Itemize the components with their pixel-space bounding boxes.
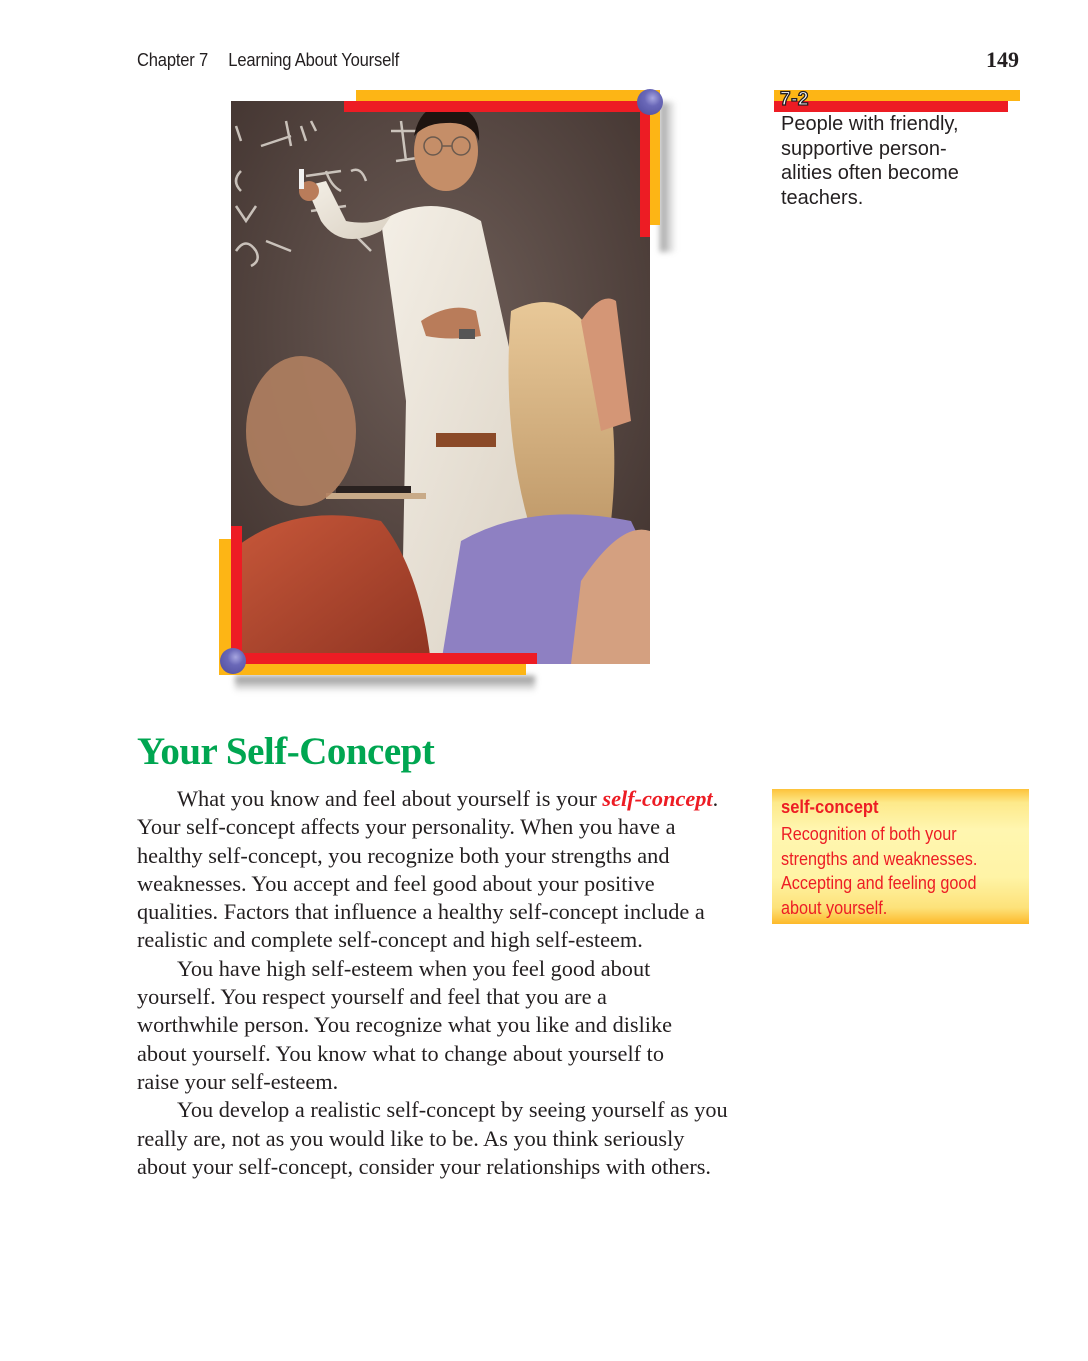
frame-shadow	[660, 102, 676, 252]
teacher-photo	[231, 101, 650, 664]
figure-label-bar-red	[774, 101, 1008, 112]
paragraph	[137, 955, 757, 1096]
glossary-definition	[781, 822, 1024, 920]
frame-bar-yellow-bottom	[219, 664, 526, 675]
section-title: Your Self-Concept	[137, 730, 435, 773]
definition-line: Recognition of both your	[781, 824, 957, 844]
text-line: qualities. Factors that influence a healthy self-concept include a	[137, 899, 705, 925]
frame-ball-icon	[220, 648, 246, 674]
definition-line: Accepting and feeling good	[781, 873, 977, 894]
text-line: raise your self-esteem.	[137, 1068, 339, 1094]
frame-shadow	[235, 676, 535, 692]
text-line: about your self-concept, consider your relationships with others.	[137, 1153, 712, 1179]
text-run: .	[712, 786, 719, 811]
caption-line: teachers.	[781, 186, 864, 209]
page-number: 149	[986, 47, 1019, 72]
caption-line: supportive person-	[781, 137, 947, 160]
text-line: You have high self-esteem when you feel good about	[177, 955, 651, 981]
definition-line: about yourself.	[781, 897, 888, 918]
text-line: You develop a realistic self-concept by seeing yourself as you	[177, 1097, 728, 1123]
figure-caption	[781, 112, 1021, 210]
text-line: healthy self-concept, you recognize both your strengths and	[137, 842, 670, 868]
paragraph	[137, 1096, 757, 1181]
frame-ball-icon	[637, 89, 663, 115]
body-text	[137, 785, 757, 1181]
paragraph	[137, 785, 757, 955]
text-line: weaknesses. You accept and feel good about your positive	[137, 870, 655, 896]
text-line: about yourself. You know what to change about yourself to	[137, 1040, 664, 1066]
text-run: What you know and feel about yourself is your	[177, 786, 603, 811]
key-term-link[interactable]: self-concept	[602, 786, 713, 811]
caption-line: People with friendly,	[781, 113, 959, 135]
text-line: Your self-concept affects your personality. When you have a	[137, 814, 676, 840]
definition-line: strengths and weaknesses.	[781, 848, 978, 869]
running-header	[137, 50, 399, 71]
glossary-box	[772, 789, 1029, 924]
figure-number: 7-2	[780, 89, 809, 110]
chapter-number: Chapter 7	[137, 50, 209, 70]
figure-label-bar-yellow	[774, 90, 1020, 101]
figure-label	[774, 90, 1020, 112]
glossary-term: self-concept	[781, 797, 879, 817]
text-line: worthwhile person. You recognize what you like and dislike	[137, 1012, 673, 1038]
text-line: realistic and complete self-concept and high self-esteem.	[137, 927, 643, 953]
text-line	[137, 785, 757, 813]
text-line: yourself. You respect yourself and feel that you are a	[137, 984, 607, 1010]
frame-bar-red-left	[231, 526, 242, 664]
frame-bar-red-right	[640, 101, 650, 237]
chapter-title: Learning About Yourself	[228, 50, 400, 70]
frame-bar-red-top	[344, 101, 650, 112]
classroom-image	[231, 101, 650, 664]
caption-line: alities often become	[781, 162, 959, 184]
frame-bar-red-bottom	[231, 653, 537, 664]
text-line: really are, not as you would like to be. As you think seriously	[137, 1125, 685, 1151]
frame-bar-yellow-top	[356, 90, 660, 101]
